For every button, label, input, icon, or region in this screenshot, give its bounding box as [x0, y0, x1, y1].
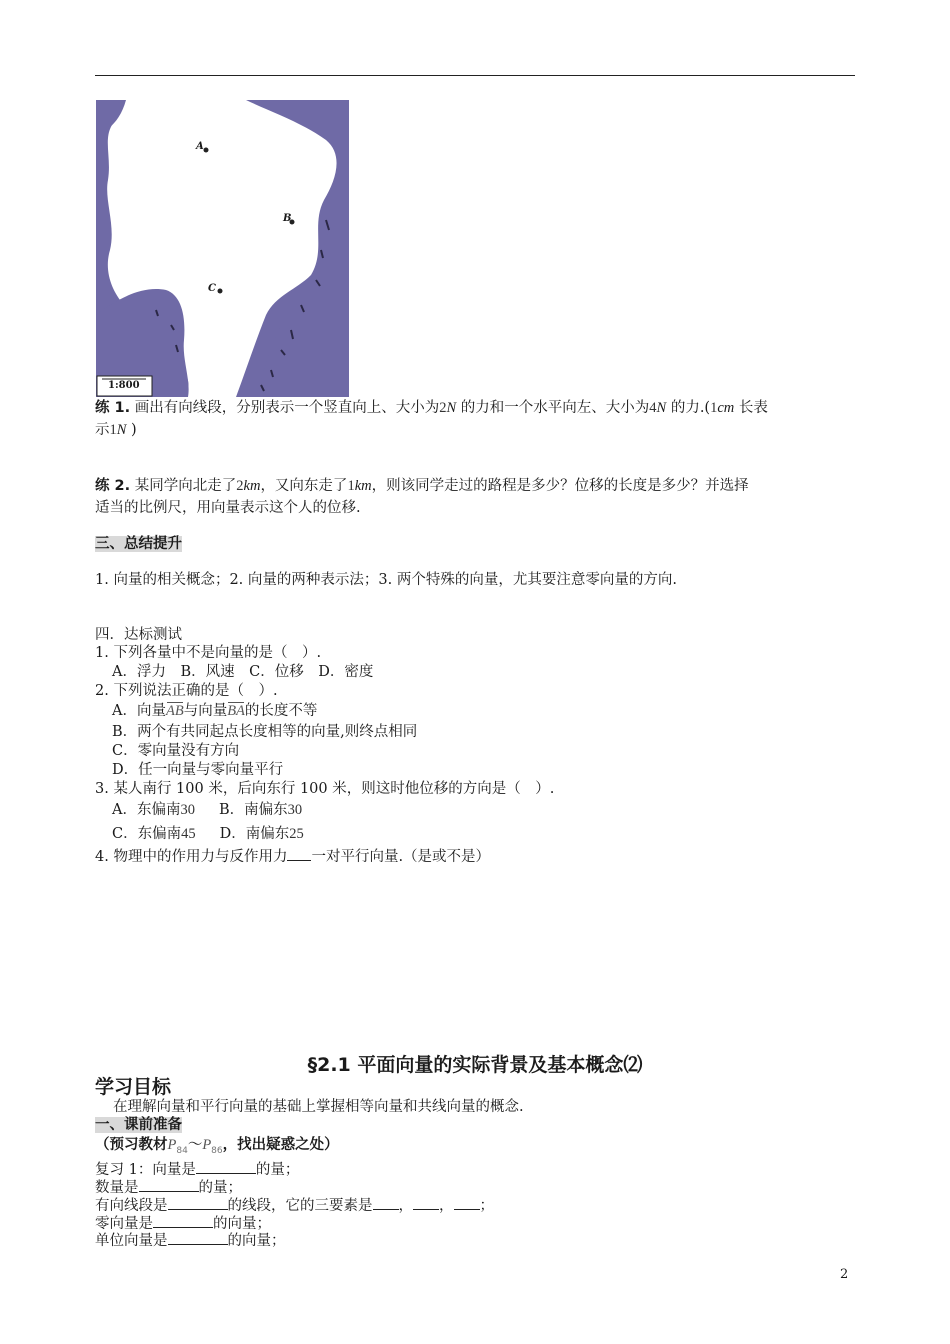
review-blank-5[interactable] [413, 1195, 439, 1210]
header-rule [95, 75, 855, 76]
exercise-2-line-2: 适当的比例尺，用向量表示这个人的位移. [95, 500, 361, 516]
question-1-options: A．浮力 B．风速 C．位移 D．密度 [112, 664, 374, 680]
review-line-5: 单位向量是 的向量； [95, 1230, 286, 1250]
question-3-options-cd: C．东偏南45 D．南偏东25 [112, 826, 304, 842]
map-point-a [204, 148, 209, 153]
question-4-blank[interactable] [287, 846, 311, 861]
map-point-c [218, 289, 223, 294]
exercise-2-line-1: 练 2. 某同学向北走了2km，又向东走了1km，则该同学走过的路程是多少？位移的长度是多少？并选择 [95, 478, 749, 494]
section-title: §2.1 平面向量的实际背景及基本概念⑵ [307, 1054, 643, 1076]
goal-heading: 学习目标 [95, 1076, 172, 1098]
question-2-option-d: D．任一向量与零向量平行 [112, 762, 284, 778]
exercise-1-line-1: 练 1. 画出有向线段，分别表示一个竖直向上、大小为2N 的力和一个水平向左、大小为4N 的力.(1cm 长表 [95, 400, 768, 416]
map-label-a: A [196, 141, 204, 152]
review-blank-2[interactable] [139, 1177, 199, 1192]
prep-heading: 一、课前准备 [95, 1117, 182, 1133]
review-line-1: 复习 1：向量是 的量； [95, 1159, 299, 1179]
question-2: 2. 下列说法正确的是（ ）. [95, 683, 278, 699]
map-label-c: C [208, 283, 216, 294]
test-heading: 四．达标测试 [95, 627, 182, 643]
question-3-options-ab: A．东偏南30 B．南偏东30 [112, 802, 303, 818]
review-line-2: 数量是 的量； [95, 1177, 242, 1197]
map-label-b: B [283, 213, 292, 224]
map-scale-label: 1:800 [108, 380, 140, 391]
goal-text: 在理解向量和平行向量的基础上掌握相等向量和共线向量的概念. [113, 1099, 524, 1115]
review-blank-8[interactable] [168, 1230, 228, 1245]
review-line-3: 有向线段是 的线段，它的三要素是 ， ， ； [95, 1195, 494, 1215]
summary-text: 1. 向量的相关概念；2. 向量的两种表示法；3. 两个特殊的向量，尤其要注意零向量的方向. [95, 572, 677, 588]
review-line-4: 零向量是 的向量； [95, 1213, 271, 1233]
page-number: 2 [840, 1267, 849, 1282]
review-blank-3[interactable] [168, 1195, 228, 1210]
question-2-option-c: C．零向量没有方向 [112, 743, 240, 759]
question-2-option-b: B．两个有共同起点长度相等的向量,则终点相同 [112, 724, 418, 740]
summary-heading: 三、总结提升 [95, 536, 182, 552]
question-4: 4. 物理中的作用力与反作用力 一对平行向量.（是或不是） [95, 846, 490, 866]
map-figure [96, 100, 349, 397]
question-3: 3. 某人南行 100 米，后向东行 100 米，则这时他位移的方向是（ ）. [95, 781, 555, 797]
question-2-option-a: A．向量AB 与向量BA 的长度不等 [112, 703, 318, 719]
review-blank-6[interactable] [454, 1195, 480, 1210]
preview-instruction: （预习教材$P_{84}\sim P_{86}$，找出疑惑之处） [95, 1137, 339, 1156]
review-blank-1[interactable] [196, 1159, 256, 1174]
review-blank-4[interactable] [373, 1195, 399, 1210]
question-1: 1. 下列各量中不是向量的是（ ）. [95, 645, 322, 661]
review-blank-7[interactable] [153, 1213, 213, 1228]
exercise-1-line-2: 示1N ) [95, 422, 137, 438]
